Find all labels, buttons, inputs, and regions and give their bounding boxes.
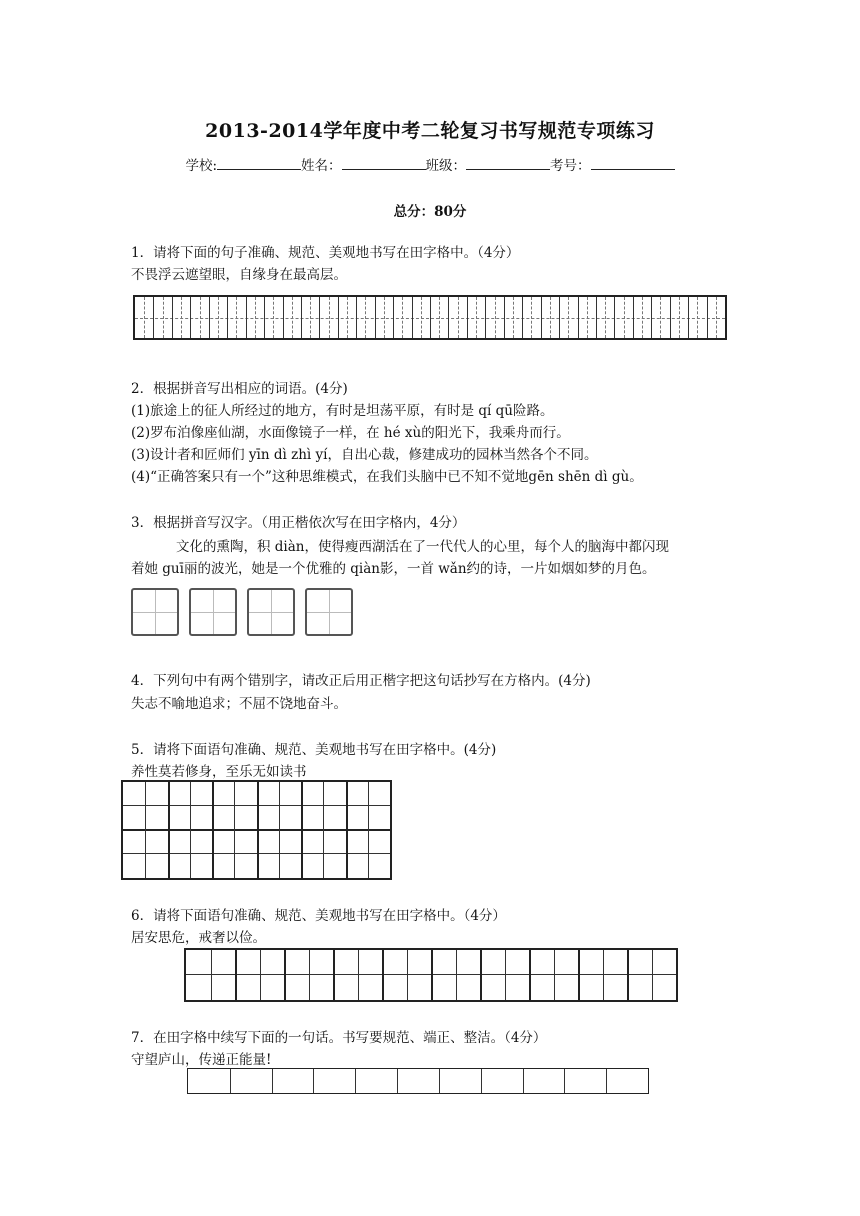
grid-cell-divider xyxy=(338,297,339,338)
question-5-tianzige-grid[interactable] xyxy=(121,780,392,880)
grid-cell-divider xyxy=(209,297,210,338)
question-3-box-1[interactable] xyxy=(131,588,179,636)
grid-cell-divider xyxy=(190,297,191,338)
grid-cell-divider xyxy=(368,782,369,878)
grid-cell-divider xyxy=(554,950,555,1000)
grid-cell-divider xyxy=(523,1069,524,1093)
grid-cell-divider xyxy=(230,1069,231,1093)
grid-cell-divider xyxy=(467,297,468,338)
name-blank[interactable] xyxy=(342,155,426,170)
question-3-line-2: 着她 guī丽的波光，她是一个优雅的 qiàn影，一首 wǎn约的诗，一片如烟如梦的月色。 xyxy=(131,561,656,577)
question-3-box-3[interactable] xyxy=(247,588,295,636)
grid-cell-midline xyxy=(624,297,625,338)
grid-cell-midline xyxy=(236,297,237,338)
total-score: 总分：80分 xyxy=(393,204,467,220)
grid-cell-midline xyxy=(273,297,274,338)
grid-cell-midline xyxy=(660,297,661,338)
grid-cell-divider xyxy=(333,950,335,1000)
grid-cell-midline xyxy=(587,297,588,338)
grid-cell-divider xyxy=(279,782,280,878)
class-label: 班级： xyxy=(425,158,467,174)
grid-cell-midline xyxy=(495,297,496,338)
grid-cell-divider xyxy=(412,297,413,338)
question-2-line-1: (1)旅途上的征人所经过的地方，有时是坦荡平原，有时是 qí qū险路。 xyxy=(131,403,554,419)
grid-cell-divider xyxy=(481,1069,482,1093)
exam-no-blank[interactable] xyxy=(591,155,675,170)
school-blank[interactable] xyxy=(217,155,301,170)
question-1-text: 不畏浮云遮望眼，自缘身在最高层。 xyxy=(131,267,347,283)
class-blank[interactable] xyxy=(466,155,550,170)
grid-cell-divider xyxy=(356,297,357,338)
grid-cell-midline xyxy=(421,297,422,338)
page-title: 2013-2014学年度中考二轮复习书写规范专项练习 xyxy=(205,120,655,142)
grid-cell-midline xyxy=(384,297,385,338)
grid-cell-divider xyxy=(235,950,237,1000)
grid-cell-divider xyxy=(707,297,708,338)
grid-cell-midline xyxy=(292,297,293,338)
question-3-box-2[interactable] xyxy=(189,588,237,636)
grid-cell-midline xyxy=(716,297,717,338)
grid-cell-divider xyxy=(319,297,320,338)
grid-cell-divider xyxy=(260,950,261,1000)
question-7-writing-grid[interactable] xyxy=(187,1068,649,1094)
grid-cell-divider xyxy=(430,297,431,338)
grid-cell-divider xyxy=(651,297,652,338)
grid-cell-divider xyxy=(168,782,170,878)
grid-cell-divider xyxy=(505,950,506,1000)
grid-cell-divider xyxy=(627,950,629,1000)
grid-cell-divider xyxy=(596,297,597,338)
grid-cell-midline xyxy=(605,297,606,338)
grid-cell-midline xyxy=(163,297,164,338)
grid-cell-midline xyxy=(568,297,569,338)
grid-cell-divider xyxy=(456,950,457,1000)
grid-cell-divider xyxy=(283,297,284,338)
student-info-line xyxy=(0,154,860,174)
question-3-box-4[interactable] xyxy=(305,588,353,636)
question-6-tianzige-grid[interactable] xyxy=(184,948,678,1002)
grid-cell-divider xyxy=(355,1069,356,1093)
grid-cell-divider xyxy=(264,297,265,338)
grid-cell-divider xyxy=(375,297,376,338)
question-5-text: 养性莫若修身，至乐无如读书 xyxy=(131,764,307,780)
question-4-text: 失志不喻地追求；不屈不饶地奋斗。 xyxy=(131,696,347,712)
grid-cell-divider xyxy=(346,782,348,878)
question-1-tianzige-grid[interactable] xyxy=(133,295,727,340)
grid-cell-midline xyxy=(181,297,182,338)
question-6-heading: 6．请将下面语句准确、规范、美观地书写在田字格中。（4分） xyxy=(131,908,506,924)
grid-cell-divider xyxy=(485,297,486,338)
grid-cell-midline xyxy=(310,297,311,338)
grid-cell-divider xyxy=(190,782,191,878)
grid-cell-divider xyxy=(284,950,286,1000)
grid-cell-midline xyxy=(329,297,330,338)
grid-cell-divider xyxy=(578,297,579,338)
grid-cell-divider xyxy=(301,782,303,878)
grid-cell-divider xyxy=(529,950,531,1000)
grid-cell-divider xyxy=(522,297,523,338)
grid-cell-midline xyxy=(255,297,256,338)
grid-cell-midline xyxy=(439,297,440,338)
question-6-text: 居安思危，戒奢以俭。 xyxy=(131,930,266,946)
question-2-heading: 2．根据拼音写出相应的词语。(4分) xyxy=(131,381,348,397)
grid-cell-divider xyxy=(313,1069,314,1093)
grid-cell-divider xyxy=(578,950,580,1000)
question-2-line-3: (3)设计者和匠师们 yīn dì zhì yí，自出心裁，修建成功的园林当然各个不同。 xyxy=(131,447,598,463)
grid-cell-divider xyxy=(212,782,214,878)
question-5-heading: 5．请将下面语句准确、规范、美观地书写在田字格中。(4分) xyxy=(131,742,497,758)
grid-cell-midline xyxy=(218,297,219,338)
grid-cell-divider xyxy=(614,297,615,338)
grid-cell-divider xyxy=(309,950,310,1000)
grid-cell-divider xyxy=(431,950,433,1000)
grid-cell-midline xyxy=(347,297,348,338)
grid-cell-divider xyxy=(504,297,505,338)
grid-cell-midline xyxy=(402,297,403,338)
grid-cell-divider xyxy=(439,1069,440,1093)
grid-cell-divider xyxy=(397,1069,398,1093)
name-label: 姓名： xyxy=(301,158,342,174)
grid-cell-divider xyxy=(272,1069,273,1093)
grid-cell-divider xyxy=(448,297,449,338)
question-3-line-1: 文化的熏陶，积 diàn，使得瘦西湖活在了一代代人的心里，每个人的脑海中都闪现 xyxy=(176,539,669,555)
grid-cell-divider xyxy=(301,297,302,338)
grid-cell-divider xyxy=(382,950,384,1000)
grid-cell-midline xyxy=(458,297,459,338)
grid-cell-divider xyxy=(606,1069,607,1093)
grid-cell-divider xyxy=(257,782,259,878)
question-4-heading: 4．下列句中有两个错别字，请改正后用正楷字把这句话抄写在方格内。(4分) xyxy=(131,673,591,689)
question-7-text: 守望庐山，传递正能量! xyxy=(131,1052,272,1068)
grid-cell-midline xyxy=(550,297,551,338)
school-label: 学校: xyxy=(185,158,218,174)
grid-cell-divider xyxy=(603,950,604,1000)
grid-cell-divider xyxy=(564,1069,565,1093)
grid-cell-midline xyxy=(679,297,680,338)
grid-cell-divider xyxy=(688,297,689,338)
grid-cell-divider xyxy=(211,950,212,1000)
grid-cell-divider xyxy=(153,297,154,338)
grid-cell-midline xyxy=(476,297,477,338)
grid-cell-divider xyxy=(670,297,671,338)
grid-cell-divider xyxy=(480,950,482,1000)
grid-cell-midline xyxy=(144,297,145,338)
grid-cell-divider xyxy=(234,782,235,878)
grid-cell-divider xyxy=(652,950,653,1000)
question-2-line-4: (4)“正确答案只有一个”这种思维模式，在我们头脑中已不知不觉地gēn shēn dì gù。 xyxy=(131,469,643,485)
grid-cell-divider xyxy=(172,297,173,338)
grid-cell-midline xyxy=(365,297,366,338)
grid-cell-midline xyxy=(642,297,643,338)
exam-no-label: 考号： xyxy=(550,158,591,174)
grid-cell-midline xyxy=(697,297,698,338)
grid-cell-divider xyxy=(633,297,634,338)
grid-cell-divider xyxy=(358,950,359,1000)
grid-cell-divider xyxy=(559,297,560,338)
grid-cell-midline xyxy=(513,297,514,338)
grid-cell-divider xyxy=(541,297,542,338)
question-2-line-2: (2)罗布泊像座仙湖，水面像镜子一样，在 hé xù的阳光下，我乘舟而行。 xyxy=(131,425,570,441)
grid-cell-midline xyxy=(531,297,532,338)
question-3-heading: 3．根据拼音写汉字。（用正楷依次写在田字格内，4分） xyxy=(131,515,466,531)
question-1-heading: 1．请将下面的句子准确、规范、美观地书写在田字格中。（4分） xyxy=(131,245,520,261)
grid-cell-divider xyxy=(145,782,146,878)
grid-cell-midline xyxy=(200,297,201,338)
grid-cell-divider xyxy=(227,297,228,338)
grid-cell-divider xyxy=(323,782,324,878)
grid-cell-divider xyxy=(407,950,408,1000)
grid-cell-divider xyxy=(393,297,394,338)
grid-cell-divider xyxy=(246,297,247,338)
question-7-heading: 7．在田字格中续写下面的一句话。书写要规范、端正、整洁。（4分） xyxy=(131,1030,547,1046)
